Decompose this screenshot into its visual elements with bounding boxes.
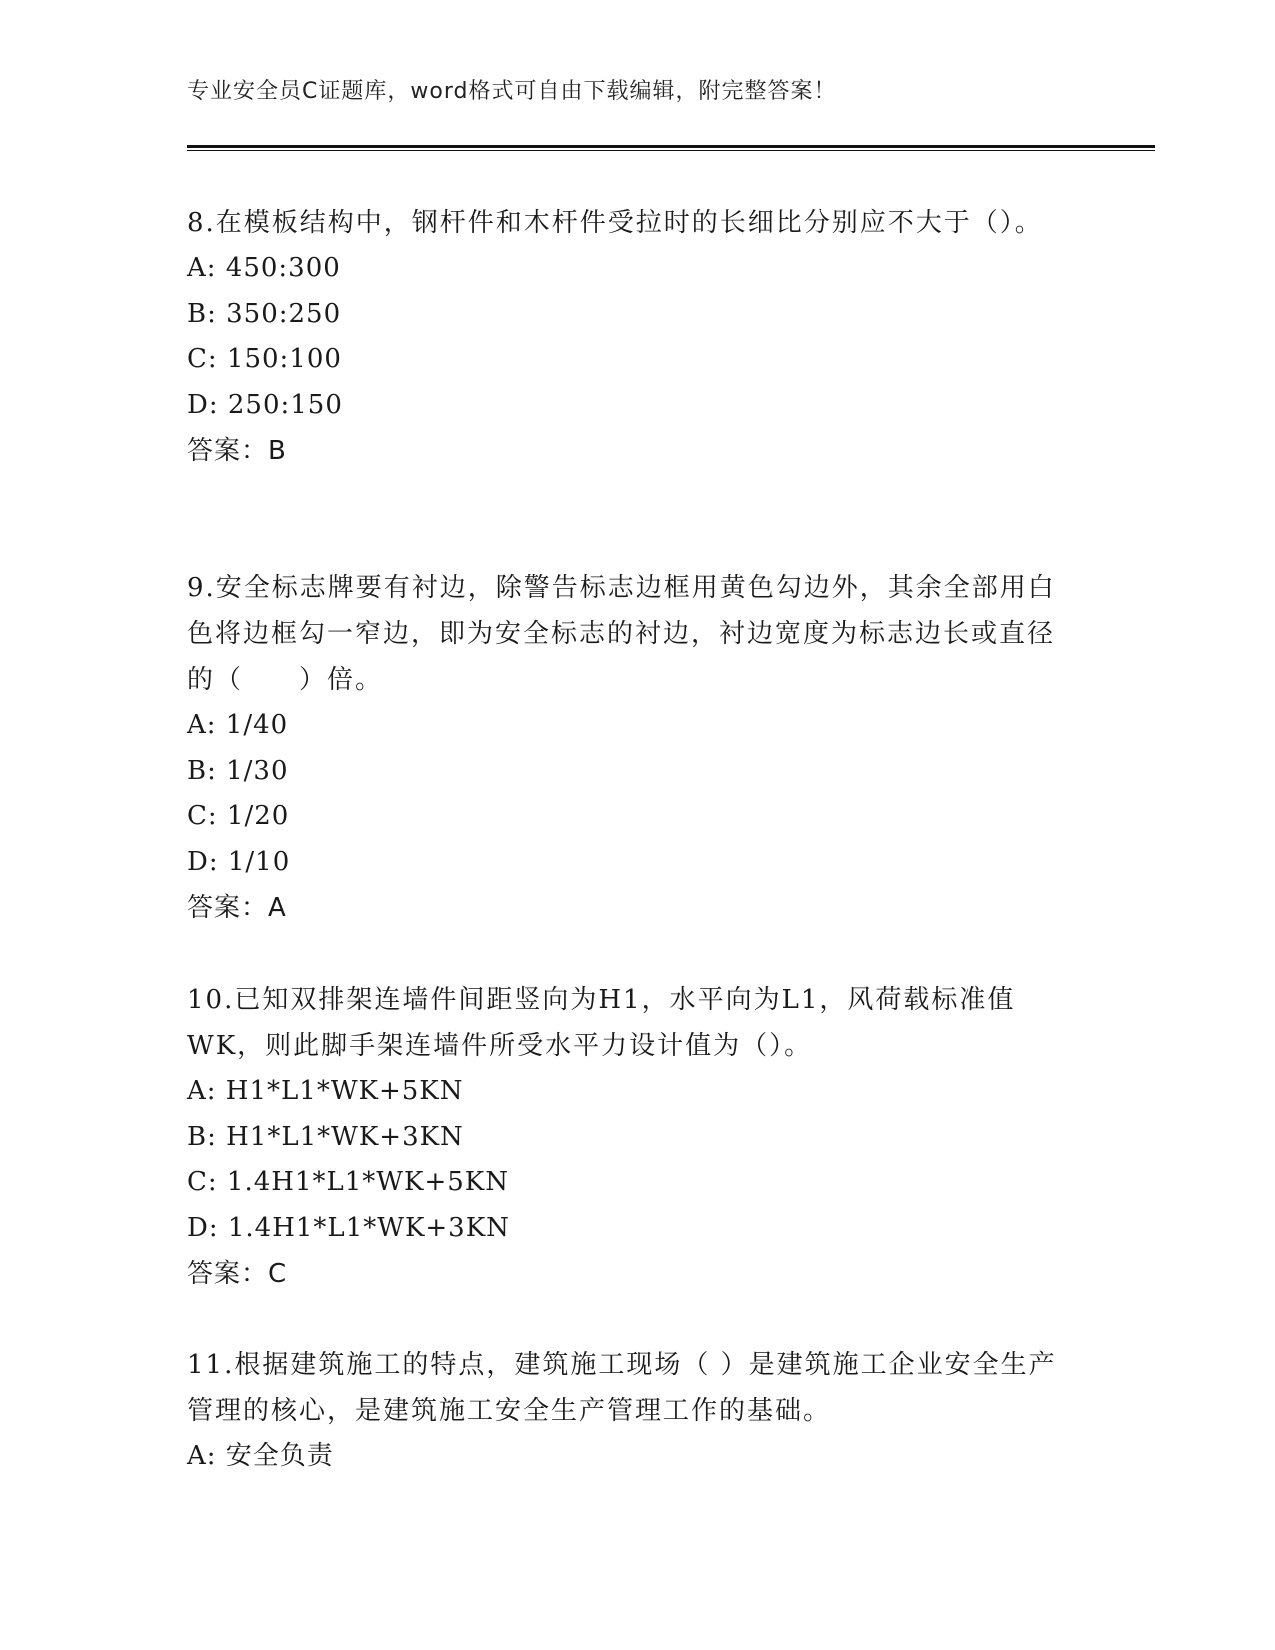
question-text: 9.安全标志牌要有衬边，除警告标志边框用黄色勾边外，其余全部用白色将边框勾一窄边，即为安全标志的衬边，衬边宽度为标志边长或直径的（ ）倍。	[187, 573, 1056, 695]
answer: 答案：A	[187, 893, 287, 923]
question-text: 11.根据建筑施工的特点，建筑施工现场（ ）是建筑施工企业安全生产管理的核心，是建筑施工安全生产管理工作的基础。	[187, 1350, 1057, 1426]
option-b: B: 350:250	[187, 298, 342, 329]
answer: 答案：B	[187, 436, 287, 466]
option-c: C: 1.4H1*L1*WK+5KN	[187, 1167, 509, 1197]
question-11	[187, 1342, 1067, 1480]
header-divider-thick	[187, 145, 1155, 148]
option-a: A: 安全负责	[187, 1441, 334, 1471]
question-text: 8.在模板结构中，钢杆件和木杆件受拉时的长细比分别应不大于（）。	[187, 208, 1043, 238]
answer: 答案：C	[187, 1259, 288, 1289]
option-c: C: 1/20	[187, 801, 290, 831]
option-d: D: 250:150	[187, 389, 343, 420]
header-divider-thin	[187, 150, 1155, 151]
option-b: B: 1/30	[187, 755, 289, 786]
option-a: A: H1*L1*WK+5KN	[187, 1076, 464, 1106]
question-text: 10.已知双排架连墙件间距竖向为H1，水平向为L1，风荷载标准值WK，则此脚手架连墙件所受水平力设计值为（）。	[187, 985, 1016, 1061]
question-8	[187, 200, 1067, 474]
question-10	[187, 977, 1067, 1297]
option-a: A: 450:300	[187, 253, 341, 283]
page-header: 专业安全员C证题库，word格式可自由下载编辑，附完整答案！	[187, 79, 837, 104]
option-d: D: 1/10	[187, 846, 291, 877]
option-d: D: 1.4H1*L1*WK+3KN	[187, 1212, 510, 1243]
option-c: C: 150:100	[187, 344, 342, 374]
option-a: A: 1/40	[187, 710, 289, 740]
question-9	[187, 565, 1067, 931]
option-b: B: H1*L1*WK+3KN	[187, 1121, 464, 1152]
